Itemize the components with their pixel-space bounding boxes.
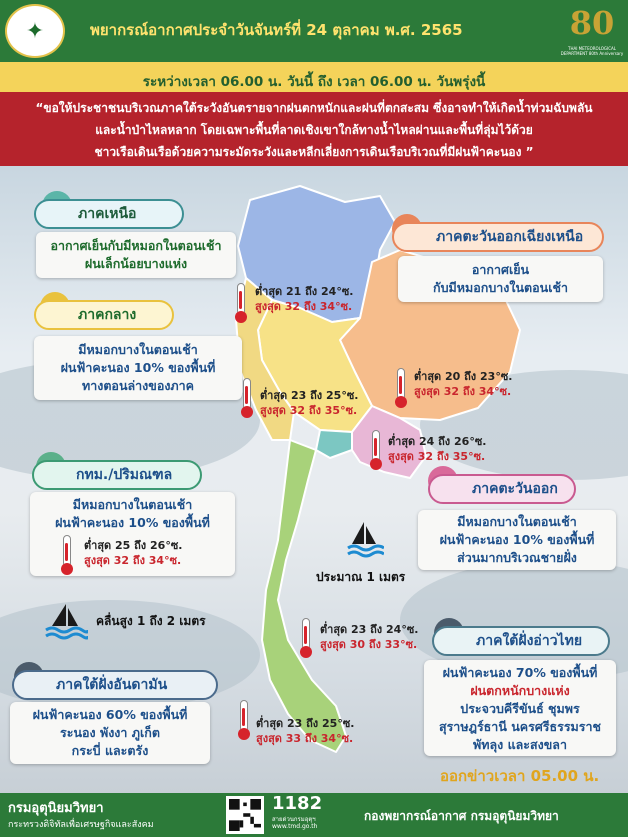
- north-temp-high: สูงสุด 32 ถึง 34°ซ.: [255, 300, 353, 313]
- south-gulf-desc-1: ฝนฟ้าคะนอง 70% ของพื้นที่: [442, 665, 598, 680]
- sailboat-icon: [344, 518, 384, 558]
- east-desc-2: ฝนฟ้าคะนอง 10% ของพื้นที่: [439, 532, 595, 547]
- south-gulf-desc-2: ฝนตกหนักบางแห่ง: [470, 683, 570, 698]
- tmd-logo-icon: ✦: [5, 4, 65, 58]
- bangkok-thermometer-bulb: [61, 563, 73, 575]
- bangkok-temperature: [84, 538, 182, 568]
- northeast-temperature: [414, 369, 512, 399]
- north-temp-low: ต่ำสุด 21 ถึง 24°ซ.: [255, 285, 354, 298]
- warning-line-1: “ขอให้ประชาชนบริเวณภาคใต้ระวังอันตรายจากฝนตกหนักและฝนที่ตกสะสม ซึ่งอาจทำให้เกิดน้ำท่วมฉับพลัน: [35, 101, 593, 115]
- northeast-desc-2: กับมีหมอกบางในตอนเช้า: [433, 280, 568, 295]
- map-bangkok-region: [316, 430, 352, 458]
- sailboat-icon: [44, 602, 88, 642]
- north-temperature: [255, 284, 353, 314]
- south-gulf-desc-4: สุราษฎร์ธานี นครศรีธรรมราช: [438, 719, 602, 734]
- hotline-number[interactable]: 1182: [272, 793, 323, 814]
- central-forecast-box: [34, 336, 242, 400]
- footer-division: กองพยากรณ์อากาศ กรมอุตุนิยมวิทยา: [364, 809, 559, 823]
- south-andaman-desc-2: ระนอง พังงา ภูเก็ต: [60, 725, 160, 740]
- bangkok-desc-1: มีหมอกบางในตอนเช้า: [72, 497, 193, 512]
- north-desc-1: อากาศเย็นกับมีหมอกในตอนเช้า: [50, 238, 222, 253]
- bangkok-temp-high: สูงสุด 32 ถึง 34°ซ.: [84, 554, 182, 567]
- east-region-name: ภาคตะวันออก: [472, 481, 558, 497]
- south-gulf-desc-3: ประจวบคีรีขันธ์ ชุมพร: [460, 701, 580, 716]
- issued-time: ออกข่าวเวลา 05.00 น.: [440, 767, 600, 785]
- central-desc-3: ทางตอนล่างของภาค: [81, 378, 195, 393]
- central-temperature: [260, 388, 358, 418]
- page-title: พยากรณ์อากาศประจำวันจันทร์ที่ 24 ตุลาคม พ.ศ. 2565: [90, 21, 463, 39]
- south-gulf-forecast-box: [424, 660, 616, 756]
- south-andaman-temperature: [256, 716, 354, 746]
- north-forecast-box: [36, 232, 236, 278]
- footer-ministry: กระทรวงดิจิทัลเพื่อเศรษฐกิจและสังคม: [8, 820, 154, 830]
- south-gulf-region-tag: [432, 626, 610, 656]
- north-region-name: ภาคเหนือ: [78, 206, 137, 222]
- east-temp-low: ต่ำสุด 24 ถึง 26°ซ.: [388, 435, 487, 448]
- south-andaman-temp-low: ต่ำสุด 23 ถึง 25°ซ.: [256, 717, 355, 730]
- north-region-tag: [34, 199, 184, 229]
- northeast-temp-low: ต่ำสุด 20 ถึง 23°ซ.: [414, 370, 513, 383]
- south-andaman-region-tag: [12, 670, 218, 700]
- south-gulf-temperature: [320, 622, 418, 652]
- east-temp-high: สูงสุด 32 ถึง 35°ซ.: [388, 450, 486, 463]
- northeast-temp-high: สูงสุด 32 ถึง 34°ซ.: [414, 385, 512, 398]
- warning-line-2: และน้ำป่าไหลหลาก โดยเฉพาะพื้นที่ลาดเชิงเขาใกล้ทางน้ำไหลผ่านและพื้นที่ลุ่มไว้ด้วย: [95, 123, 533, 137]
- map-south-region: [262, 440, 346, 752]
- south-gulf-thermometer-bulb: [300, 646, 312, 658]
- central-desc-1: มีหมอกบางในตอนเช้า: [78, 342, 198, 357]
- east-forecast-box: [418, 510, 616, 570]
- south-andaman-region-name: ภาคใต้ฝั่งอันดามัน: [56, 677, 168, 693]
- north-desc-2: ฝนเล็กน้อยบางแห่ง: [84, 256, 188, 271]
- east-desc-3: ส่วนมากบริเวณชายฝั่ง: [457, 550, 577, 565]
- central-region-tag: [34, 300, 174, 330]
- south-andaman-desc-1: ฝนฟ้าคะนอง 60% ของพื้นที่: [32, 707, 188, 722]
- central-temp-low: ต่ำสุด 23 ถึง 25°ซ.: [260, 389, 359, 402]
- south-gulf-region-name: ภาคใต้ฝั่งอ่าวไทย: [476, 633, 583, 649]
- south-andaman-forecast-box: [10, 702, 210, 764]
- bangkok-region-name: กทม./ปริมณฑล: [76, 467, 173, 483]
- central-region-name: ภาคกลาง: [78, 307, 137, 323]
- bangkok-region-tag: [32, 460, 202, 490]
- south-andaman-thermometer-bulb: [238, 728, 250, 740]
- south-gulf-temp-high: สูงสุด 30 ถึง 33°ซ.: [320, 638, 418, 651]
- bangkok-temp-low: ต่ำสุด 25 ถึง 26°ซ.: [84, 539, 183, 552]
- hotline-caption: สายด่วนกรมอุตุฯ: [272, 816, 316, 823]
- east-region-tag: [428, 474, 576, 504]
- anniversary-logo-caption: THAI METEOROLOGICAL DEPARTMENT 80th Anniversary: [560, 46, 624, 56]
- anniversary-logo-icon: 80: [569, 4, 615, 42]
- bangkok-desc-2: ฝนฟ้าคะนอง 10% ของพื้นที่: [55, 515, 210, 530]
- gulf-wave-height: ประมาณ 1 เมตร: [316, 570, 406, 584]
- andaman-wave-height: คลื่นสูง 1 ถึง 2 เมตร: [96, 614, 206, 628]
- website-link[interactable]: www.tmd.go.th: [272, 823, 318, 830]
- northeast-desc-1: อากาศเย็น: [471, 262, 530, 277]
- east-temperature: [388, 434, 486, 464]
- northeast-thermometer-bulb: [395, 396, 407, 408]
- central-desc-2: ฝนฟ้าคะนอง 10% ของพื้นที่: [60, 360, 216, 375]
- north-thermometer-bulb: [235, 311, 247, 323]
- qr-code-icon[interactable]: [226, 796, 264, 834]
- south-gulf-desc-5: พัทลุง และสงขลา: [473, 737, 567, 752]
- forecast-period: ระหว่างเวลา 06.00 น. วันนี้ ถึง เวลา 06.00 น. วันพรุ่งนี้: [142, 74, 486, 90]
- warning-line-3: ชาวเรือเดินเรือด้วยความระมัดระวังและหลีกเลี่ยงการเดินเรือบริเวณที่มีฝนฟ้าคะนอง ”: [94, 145, 534, 159]
- footer-org-name: กรมอุตุนิยมวิทยา: [8, 801, 104, 816]
- south-andaman-temp-high: สูงสุด 33 ถึง 34°ซ.: [256, 732, 354, 745]
- south-gulf-temp-low: ต่ำสุด 23 ถึง 24°ซ.: [320, 623, 419, 636]
- central-temp-high: สูงสุด 32 ถึง 35°ซ.: [260, 404, 358, 417]
- east-thermometer-bulb: [370, 458, 382, 470]
- east-desc-1: มีหมอกบางในตอนเช้า: [457, 514, 577, 529]
- northeast-region-tag: [392, 222, 604, 252]
- central-thermometer-bulb: [241, 406, 253, 418]
- northeast-forecast-box: [398, 256, 603, 302]
- northeast-region-name: ภาคตะวันออกเฉียงเหนือ: [436, 229, 584, 245]
- south-andaman-desc-3: กระบี่ และตรัง: [71, 743, 149, 758]
